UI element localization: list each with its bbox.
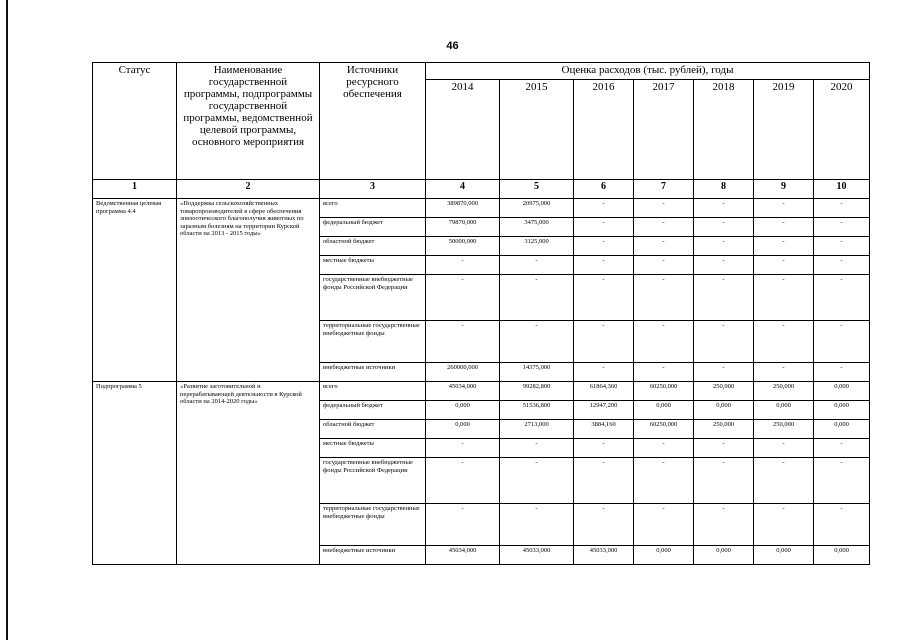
value-cell: -	[694, 199, 754, 218]
value-cell: -	[574, 439, 634, 458]
value-cell: -	[814, 275, 870, 321]
value-cell: -	[754, 199, 814, 218]
value-cell: -	[574, 237, 634, 256]
column-number: 1	[93, 180, 177, 199]
value-cell: 51536,800	[500, 401, 574, 420]
page-number: 46	[446, 40, 459, 52]
value-cell: -	[694, 321, 754, 363]
column-number: 10	[814, 180, 870, 199]
value-cell: -	[574, 504, 634, 546]
value-cell: -	[754, 504, 814, 546]
header-name: Наименование государственной программы, подпрограммы государственной программы, ведомственной целевой программы, основного мероприятия	[177, 63, 320, 180]
value-cell: -	[694, 439, 754, 458]
value-cell: -	[694, 218, 754, 237]
value-cell: 0,000	[694, 546, 754, 565]
column-number: 8	[694, 180, 754, 199]
value-cell: 0,000	[426, 401, 500, 420]
value-cell: -	[574, 275, 634, 321]
value-cell: -	[634, 363, 694, 382]
value-cell: 260000,000	[426, 363, 500, 382]
value-cell: -	[426, 275, 500, 321]
source-cell: областной бюджет	[320, 237, 426, 256]
column-number: 3	[320, 180, 426, 199]
value-cell: 79870,000	[426, 218, 500, 237]
value-cell: -	[634, 321, 694, 363]
header-status: Статус	[93, 63, 177, 180]
value-cell: 0,000	[754, 546, 814, 565]
value-cell: 250,000	[694, 420, 754, 439]
value-cell: -	[634, 439, 694, 458]
value-cell: -	[754, 256, 814, 275]
value-cell: -	[754, 458, 814, 504]
value-cell: -	[814, 504, 870, 546]
value-cell: 0,000	[814, 546, 870, 565]
header-year: 2015	[500, 80, 574, 180]
value-cell: 2713,000	[500, 420, 574, 439]
value-cell: -	[814, 321, 870, 363]
value-cell: -	[500, 275, 574, 321]
value-cell: -	[634, 218, 694, 237]
source-cell: территориальные государственные внебюджетные фонды	[320, 504, 426, 546]
column-number: 9	[754, 180, 814, 199]
value-cell: -	[500, 504, 574, 546]
value-cell: 61864,360	[574, 382, 634, 401]
value-cell: -	[500, 439, 574, 458]
value-cell: -	[754, 237, 814, 256]
value-cell: 0,000	[426, 420, 500, 439]
value-cell: -	[694, 237, 754, 256]
source-cell: федеральный бюджет	[320, 218, 426, 237]
value-cell: -	[574, 363, 634, 382]
value-cell: -	[814, 199, 870, 218]
value-cell: -	[634, 504, 694, 546]
column-number: 6	[574, 180, 634, 199]
value-cell: -	[426, 439, 500, 458]
value-cell: 3884,160	[574, 420, 634, 439]
header-sources: Источники ресурсного обеспечения	[320, 63, 426, 180]
source-cell: федеральный бюджет	[320, 401, 426, 420]
value-cell: 20975,000	[500, 199, 574, 218]
column-number: 5	[500, 180, 574, 199]
value-cell: -	[814, 237, 870, 256]
value-cell: 250,000	[754, 420, 814, 439]
table-row	[93, 382, 870, 401]
source-cell: внебюджетные источники	[320, 363, 426, 382]
table-row	[93, 199, 870, 218]
value-cell: -	[754, 321, 814, 363]
header-year: 2018	[694, 80, 754, 180]
value-cell: -	[814, 363, 870, 382]
scan-edge-line	[6, 0, 8, 640]
source-cell: всего	[320, 382, 426, 401]
source-cell: территориальные государственные внебюджетные фонды	[320, 321, 426, 363]
value-cell: -	[814, 458, 870, 504]
value-cell: -	[634, 458, 694, 504]
source-cell: областной бюджет	[320, 420, 426, 439]
value-cell: 0,000	[814, 401, 870, 420]
value-cell: -	[574, 321, 634, 363]
value-cell: 50000,000	[426, 237, 500, 256]
value-cell: 389870,000	[426, 199, 500, 218]
value-cell: 250,000	[694, 382, 754, 401]
header-estimate: Оценка расходов (тыс. рублей), годы	[426, 63, 870, 80]
value-cell: -	[500, 458, 574, 504]
value-cell: -	[574, 256, 634, 275]
value-cell: 99282,800	[500, 382, 574, 401]
value-cell: -	[574, 458, 634, 504]
value-cell: 0,000	[694, 401, 754, 420]
value-cell: -	[500, 321, 574, 363]
value-cell: -	[694, 363, 754, 382]
value-cell: -	[814, 256, 870, 275]
value-cell: 250,000	[754, 382, 814, 401]
source-cell: местные бюджеты	[320, 256, 426, 275]
header-year: 2016	[574, 80, 634, 180]
table-body	[93, 199, 870, 565]
value-cell: -	[634, 275, 694, 321]
value-cell: -	[754, 363, 814, 382]
source-cell: местные бюджеты	[320, 439, 426, 458]
value-cell: -	[694, 504, 754, 546]
value-cell: -	[500, 256, 574, 275]
value-cell: 0,000	[814, 420, 870, 439]
value-cell: 0,000	[634, 401, 694, 420]
value-cell: -	[574, 199, 634, 218]
value-cell: 45034,000	[426, 546, 500, 565]
source-cell: внебюджетные источники	[320, 546, 426, 565]
column-number: 4	[426, 180, 500, 199]
source-cell: государственные внебюджетные фонды Российской Федерации	[320, 275, 426, 321]
value-cell: 0,000	[814, 382, 870, 401]
program-name-cell: «Развитие заготовительной и перерабатывающей деятельности в Курской области на 2014-2020 годы»	[177, 382, 320, 565]
value-cell: -	[694, 275, 754, 321]
value-cell: -	[574, 218, 634, 237]
value-cell: -	[426, 504, 500, 546]
value-cell: 60250,000	[634, 382, 694, 401]
value-cell: 0,000	[754, 401, 814, 420]
column-number: 2	[177, 180, 320, 199]
value-cell: -	[634, 237, 694, 256]
status-cell: Ведомственная целевая программа 4.4	[93, 199, 177, 382]
value-cell: -	[694, 458, 754, 504]
column-number: 7	[634, 180, 694, 199]
value-cell: -	[754, 439, 814, 458]
value-cell: 14375,000	[500, 363, 574, 382]
value-cell: -	[426, 256, 500, 275]
header-year: 2020	[814, 80, 870, 180]
value-cell: -	[634, 256, 694, 275]
value-cell: 3475,000	[500, 218, 574, 237]
value-cell: 12947,200	[574, 401, 634, 420]
value-cell: 45033,000	[500, 546, 574, 565]
value-cell: -	[814, 218, 870, 237]
header-year: 2017	[634, 80, 694, 180]
value-cell: -	[754, 275, 814, 321]
header-year: 2019	[754, 80, 814, 180]
value-cell: -	[754, 218, 814, 237]
status-cell: Подпрограмма 5	[93, 382, 177, 565]
value-cell: 3125,000	[500, 237, 574, 256]
value-cell: -	[426, 321, 500, 363]
value-cell: -	[634, 199, 694, 218]
value-cell: 60250,000	[634, 420, 694, 439]
header-year: 2014	[426, 80, 500, 180]
value-cell: 45034,000	[426, 382, 500, 401]
value-cell: -	[694, 256, 754, 275]
source-cell: государственные внебюджетные фонды Российской Федерации	[320, 458, 426, 504]
value-cell: 45033,000	[574, 546, 634, 565]
value-cell: 0,000	[634, 546, 694, 565]
budget-table	[92, 62, 870, 565]
program-name-cell: «Поддержка сельскохозяйственных товаропроизводителей в сфере обеспечения эпизоотического благополучия животных по заразным болезням на территории Курской области на 2013 - 2015 годы»	[177, 199, 320, 382]
value-cell: -	[814, 439, 870, 458]
source-cell: всего	[320, 199, 426, 218]
value-cell: -	[426, 458, 500, 504]
